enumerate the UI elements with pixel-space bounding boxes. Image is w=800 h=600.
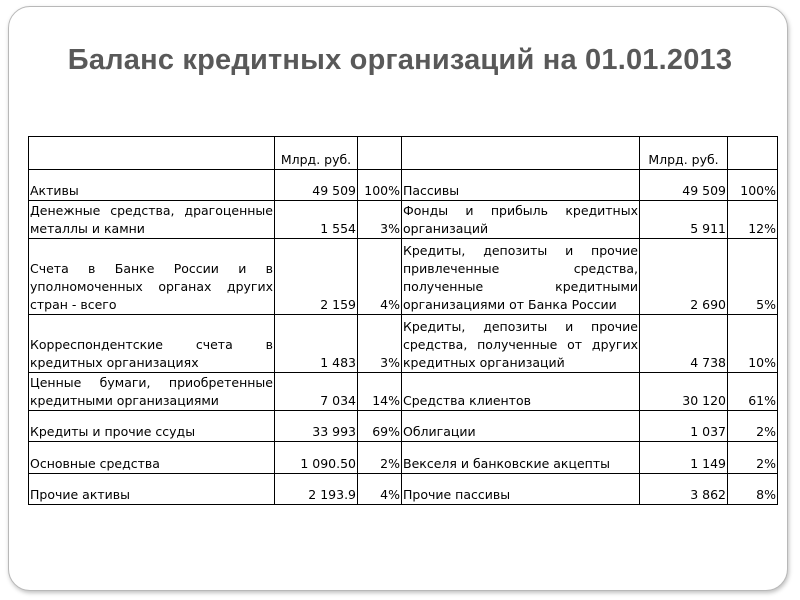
table-row (29, 442, 778, 474)
asset-pct: 4% (358, 474, 402, 505)
liability-label: Прочие пассивы (402, 474, 640, 505)
table-row (29, 411, 778, 442)
asset-label: Ценные бумаги, приобретенные кредитными организациями (29, 373, 275, 411)
unit-label-assets: Млрд. руб. (275, 137, 358, 170)
table-row (29, 201, 778, 239)
asset-pct: 3% (358, 315, 402, 373)
table-row (29, 474, 778, 505)
empty-cell (728, 137, 778, 170)
liability-pct: 5% (728, 239, 778, 315)
totals-row (29, 170, 778, 201)
asset-pct: 4% (358, 239, 402, 315)
liability-pct: 8% (728, 474, 778, 505)
liability-label: Векселя и банковские акцепты (402, 442, 640, 474)
empty-cell (358, 137, 402, 170)
liability-label: Средства клиентов (402, 373, 640, 411)
asset-pct: 14% (358, 373, 402, 411)
assets-total-pct: 100% (358, 170, 402, 201)
assets-header: Активы (29, 170, 275, 201)
liability-label: Фонды и прибыль кредитных организаций (402, 201, 640, 239)
assets-total: 49 509 (275, 170, 358, 201)
asset-value: 1 554 (275, 201, 358, 239)
liability-pct: 61% (728, 373, 778, 411)
asset-label: Счета в Банке России и в уполномоченных органах других стран - всего (29, 239, 275, 315)
liability-label: Кредиты, депозиты и прочие средства, полученные от других кредитных организаций (402, 315, 640, 373)
liability-pct: 12% (728, 201, 778, 239)
asset-value: 2 193.9 (275, 474, 358, 505)
liabilities-header: Пассивы (402, 170, 640, 201)
liability-value: 1 149 (640, 442, 728, 474)
asset-label: Корреспондентские счета в кредитных организациях (29, 315, 275, 373)
liability-pct: 2% (728, 411, 778, 442)
asset-label: Кредиты и прочие ссуды (29, 411, 275, 442)
table-row (29, 315, 778, 373)
unit-label-liabilities: Млрд. руб. (640, 137, 728, 170)
asset-value: 1 090.50 (275, 442, 358, 474)
empty-cell (29, 137, 275, 170)
asset-value: 33 993 (275, 411, 358, 442)
liability-value: 4 738 (640, 315, 728, 373)
liability-pct: 10% (728, 315, 778, 373)
asset-label: Прочие активы (29, 474, 275, 505)
liabilities-total: 49 509 (640, 170, 728, 201)
asset-pct: 69% (358, 411, 402, 442)
asset-label: Основные средства (29, 442, 275, 474)
liability-value: 2 690 (640, 239, 728, 315)
liability-value: 5 911 (640, 201, 728, 239)
liability-label: Облигации (402, 411, 640, 442)
empty-cell (402, 137, 640, 170)
liability-value: 3 862 (640, 474, 728, 505)
asset-value: 7 034 (275, 373, 358, 411)
asset-label: Денежные средства, драгоценные металлы и камни (29, 201, 275, 239)
slide-title: Баланс кредитных организаций на 01.01.2013 (67, 44, 733, 76)
table-row (29, 373, 778, 411)
liability-pct: 2% (728, 442, 778, 474)
unit-row (29, 137, 778, 170)
table-row (29, 239, 778, 315)
liabilities-total-pct: 100% (728, 170, 778, 201)
asset-pct: 2% (358, 442, 402, 474)
asset-pct: 3% (358, 201, 402, 239)
asset-value: 2 159 (275, 239, 358, 315)
balance-table (28, 136, 778, 505)
asset-value: 1 483 (275, 315, 358, 373)
liability-value: 30 120 (640, 373, 728, 411)
liability-value: 1 037 (640, 411, 728, 442)
liability-label: Кредиты, депозиты и прочие привлеченные средства, полученные кредитными организациями от Банка России (402, 239, 640, 315)
